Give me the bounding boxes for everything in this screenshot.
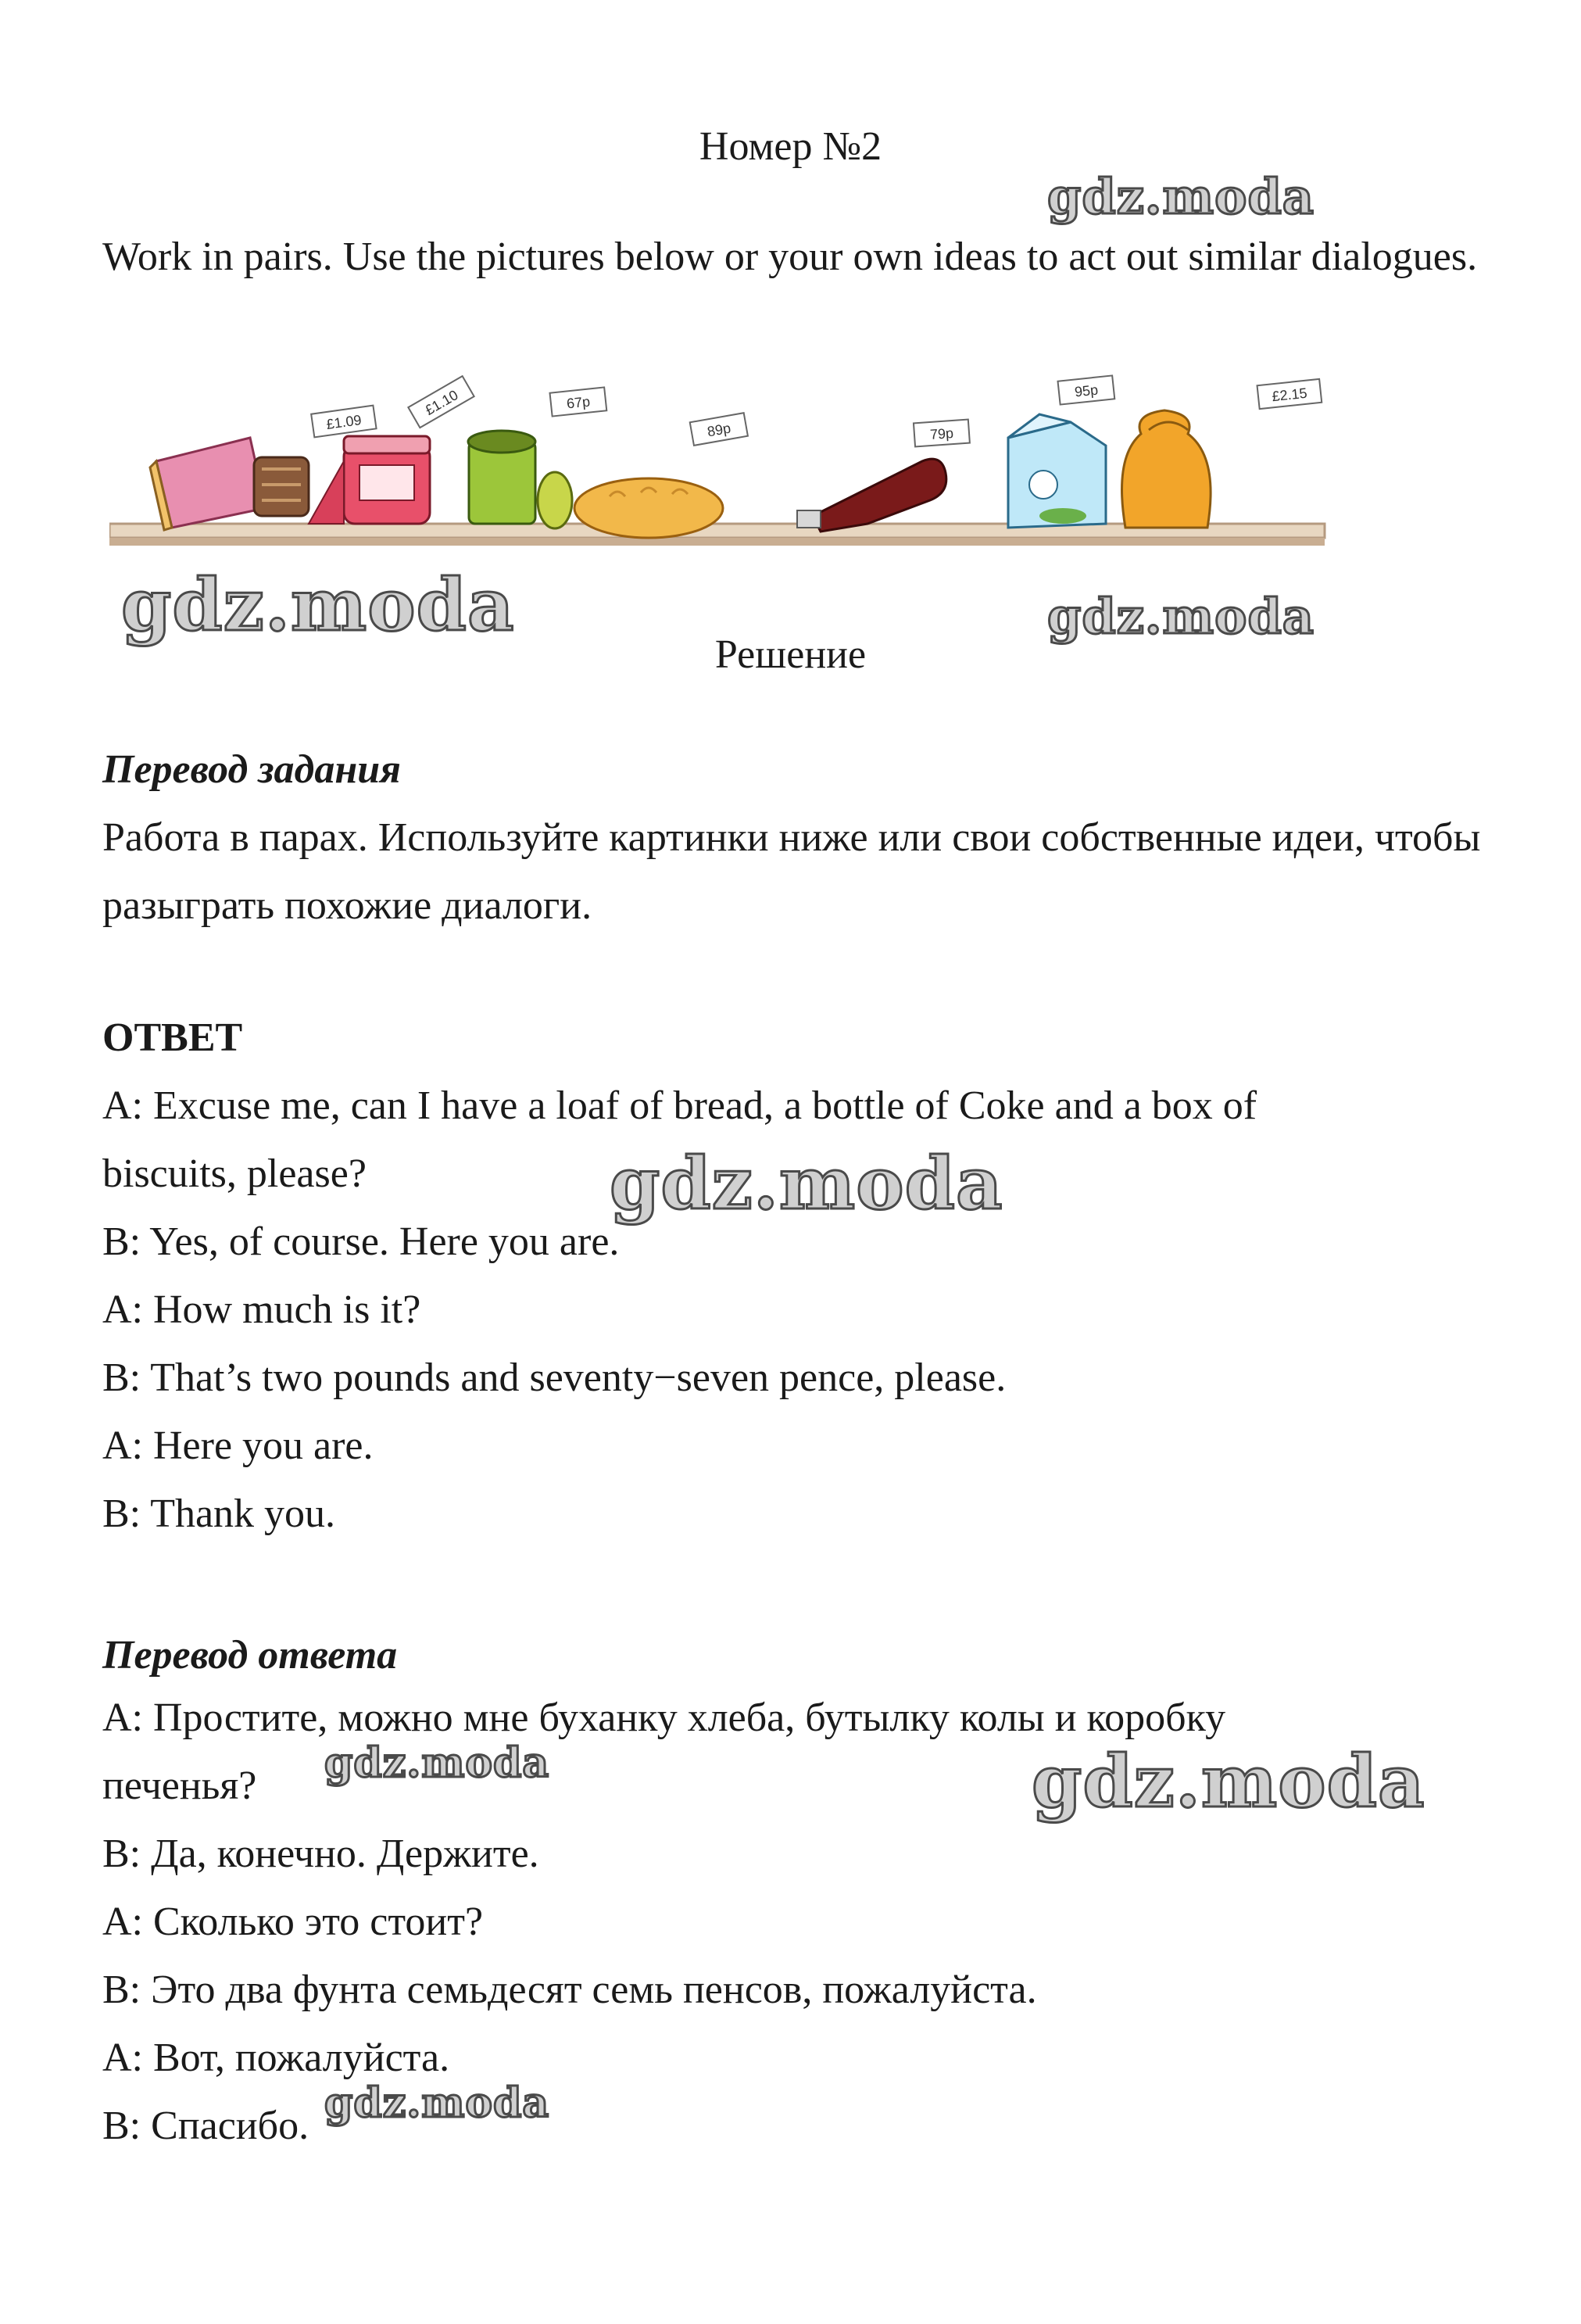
price-tag-potatoes: £2.15: [1271, 385, 1308, 405]
watermark-logo: gdz.moda: [324, 2079, 550, 2127]
jam-jar-icon: [309, 436, 430, 524]
answer-heading: ОТВЕТ: [102, 1015, 243, 1060]
answer-line-1a: A: Excuse me, can I have a loaf of bread, a bottle of Coke and a box of: [102, 1083, 1257, 1128]
price-tag-biscuits: £1.09: [325, 411, 363, 433]
watermark-logo: gdz.moda: [1047, 588, 1315, 645]
shelf-illustration: [109, 367, 1344, 571]
answer-line-6: B: Thank you.: [102, 1491, 336, 1536]
answer-line-2: B: Yes, of course. Here you are.: [102, 1219, 620, 1264]
price-tag-jam: £1.10: [422, 387, 461, 418]
price-tag-peas: 67p: [566, 393, 591, 412]
bread-loaf-icon: [574, 478, 723, 538]
task-title: Номер №2: [699, 124, 882, 169]
price-tag-milk: 95p: [1074, 381, 1099, 400]
watermark-logo: gdz.moda: [1032, 1739, 1425, 1824]
answer-line-4: B: That’s two pounds and seventy−seven pence, please.: [102, 1355, 1007, 1400]
answer-line-5: A: Here you are.: [102, 1423, 374, 1468]
watermark-logo: gdz.moda: [324, 1739, 550, 1787]
groceries-shelf-picture: [109, 367, 1344, 571]
answer-line-3: A: How much is it?: [102, 1287, 421, 1332]
peas-tin-icon: [468, 431, 572, 528]
task-translation-text: Работа в парах. Используйте картинки ниже или свои собственные идеи, чтобы разыграть похожие диалоги.: [102, 815, 1481, 928]
answer-line-1b: biscuits, please?: [102, 1151, 367, 1196]
answer-translation-heading: Перевод ответа: [102, 1633, 398, 1678]
answer-translation-line-6: B: Спасибо.: [102, 2104, 309, 2148]
task-translation-heading: Перевод задания: [102, 747, 401, 792]
watermark-logo: gdz.moda: [610, 1141, 1003, 1226]
answer-translation-line-5: A: Вот, пожалуйста.: [102, 2036, 450, 2080]
solution-label: Решение: [714, 632, 867, 677]
price-tag-cola: 79p: [929, 424, 954, 443]
answer-translation-line-1a: A: Простите, можно мне буханку хлеба, бутылку колы и коробку: [102, 1696, 1226, 1740]
answer-translation-line-2: B: Да, конечно. Держите.: [102, 1832, 539, 1876]
biscuits-box-icon: [150, 438, 309, 530]
potato-sack-icon: [1122, 410, 1211, 528]
watermark-logo: gdz.moda: [121, 563, 515, 647]
cola-bottle-icon: [797, 459, 946, 532]
task-instruction: Work in pairs. Use the pictures below or your own ideas to act out similar dialogues.: [102, 235, 1478, 279]
milk-carton-icon: [1008, 414, 1106, 528]
watermark-logo: gdz.moda: [1047, 168, 1315, 225]
price-tag-bread: 89p: [706, 420, 732, 440]
answer-translation-line-4: B: Это два фунта семьдесят семь пенсов, пожалуйста.: [102, 1968, 1037, 2012]
answer-translation-line-1b: печенья?: [102, 1764, 257, 1808]
answer-translation-line-3: A: Сколько это стоит?: [102, 1900, 484, 1944]
